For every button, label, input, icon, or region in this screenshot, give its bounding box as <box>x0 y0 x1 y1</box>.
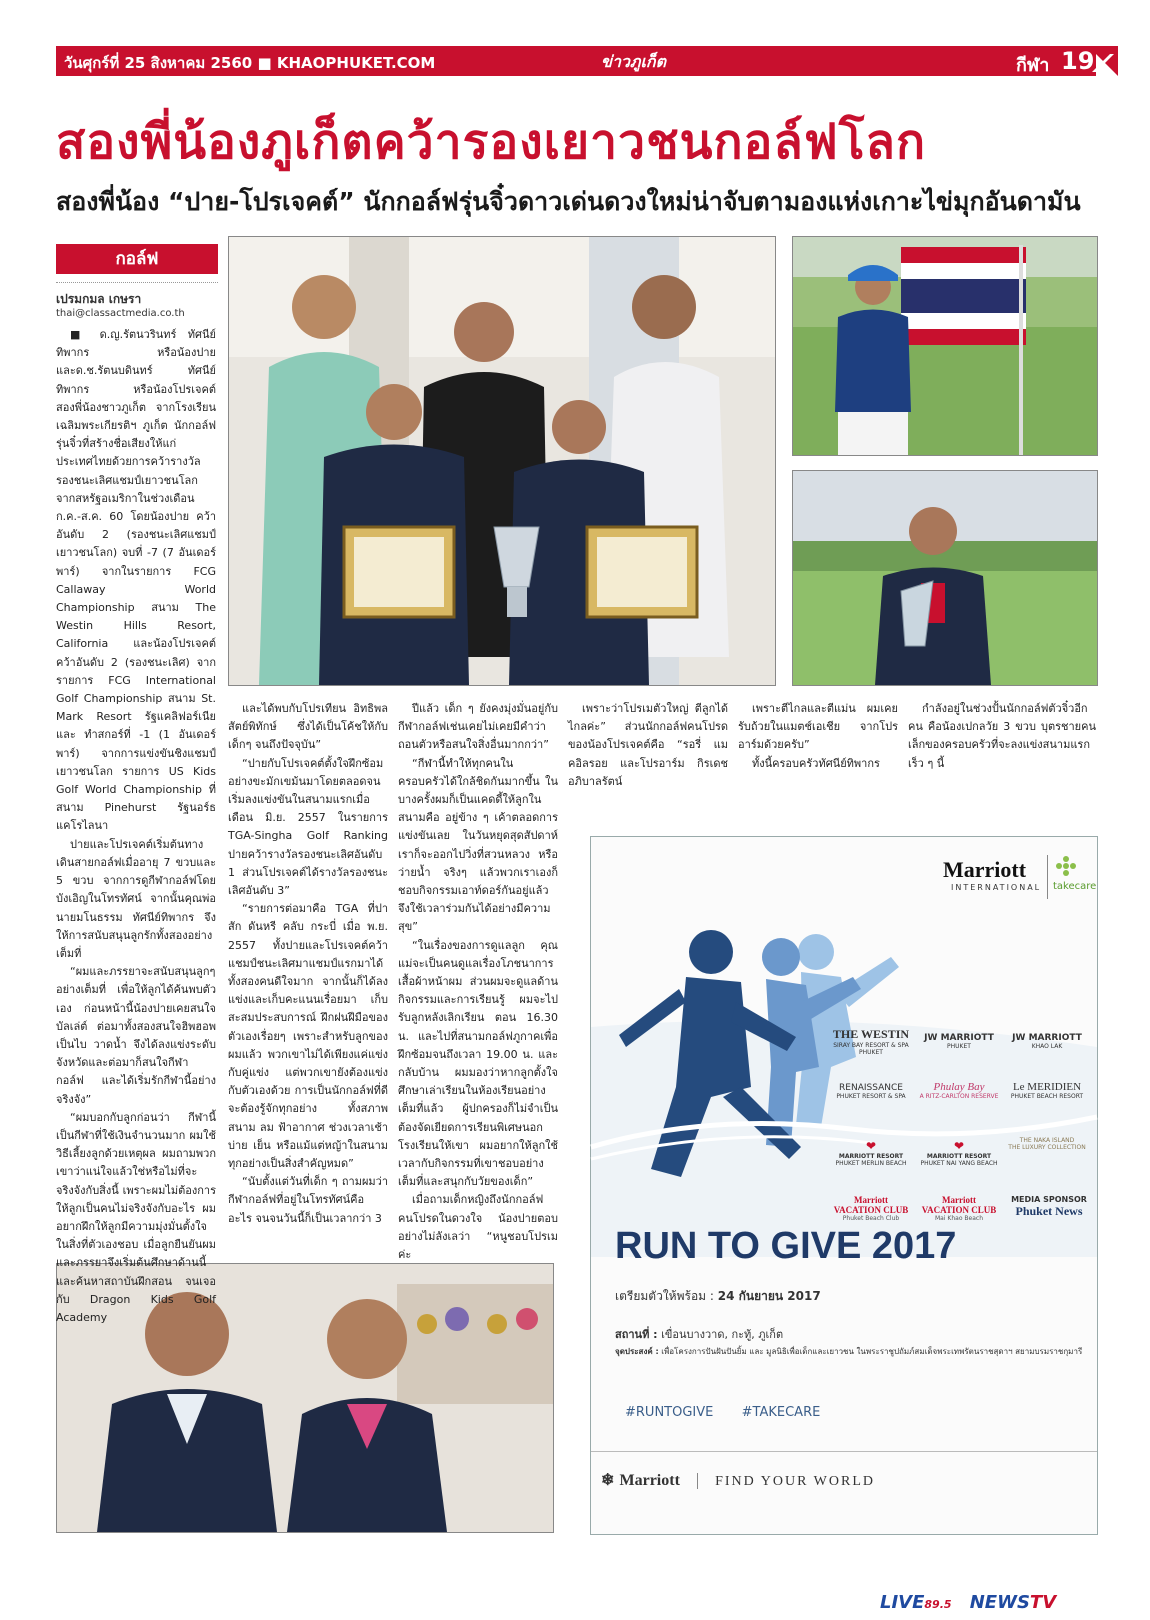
hotel-logo: Le MERIDIEN PHUKET BEACH RESORT <box>1010 1081 1084 1100</box>
news-tv-logo: NEWSTV <box>969 1592 1057 1613</box>
girl-trophy-photo <box>792 470 1098 686</box>
article-column-1 <box>56 326 216 1324</box>
article-column-2 <box>228 700 388 1251</box>
media-sponsor: MEDIA SPONSOR Phuket News <box>1011 1195 1087 1218</box>
hashtag[interactable]: #RUNTOGIVE <box>625 1405 714 1420</box>
paragraph: กำลังอยู่ในช่วงปั้นนักกอล์ฟตัวจิ๋วอีกคน คือน้องเปกลวัย 3 ขวบ บุตรชายคนเล็กของครอบครัวที่จะลงแข่งสนามแรกเร็ว ๆ นี้ <box>908 702 1096 770</box>
marriott-swirl-icon: ❄ <box>601 1472 615 1489</box>
hotel-logo: THE WESTIN SIRAY BAY RESORT & SPA PHUKET <box>832 1027 910 1056</box>
takecare-logo: takecare <box>1053 881 1097 892</box>
marriott-logo: Marriott <box>943 857 1027 882</box>
hotel-logo: THE NAKA ISLAND THE LUXURY COLLECTION <box>1008 1137 1086 1151</box>
paragraph: “นับตั้งแต่วันที่เด็ก ๆ ถามผมว่ากีฬากอล์ฟที่อยู่ในโทรทัศน์คืออะไร จนจนวันนี้ก็เป็นเวลากว่า 3 <box>228 1175 388 1225</box>
paragraph: “กีฬานี้ทำให้ทุกคนในครอบครัวได้ใกล้ชิดกันมากขึ้น ในบางครั้งผมก็เป็นแคดดี้ให้ลูกในสนามคือ อยู่ข้าง ๆ เค้าตลอดการแข่งขันเลย ในวันหยุดสุดสัปดาห์เราก็จะออกไปวิ่งที่สวนหลวง หรือว่ายน้ำ จริงๆ แล้วพวกเราเองก็ชอบกิจกรรมเอาท์ดอร์กันอยู่แล้ว จึงใช้เวลาร่วมกันได้อย่างมีความสุข” <box>398 756 558 934</box>
live-radio-logo: LIVE89.5 <box>880 1592 952 1613</box>
paragraph: “รายการต่อมาคือ TGA ที่ปาสัก ดันหรี คลับ กระบี่ เมื่อ พ.ย. 2557 ทั้งปายและโปรเจคต์คว้าแชมป์ชนะเลิศมาแชมป์แรกมาได้ทั้งสองคนดีใจมาก จากนั้นก็ได้ลงแข่งและเก็บคะแนนเรื่อยมา เก็บสะสมประสบการณ์ ฝึกฝนฝีมือของตัวเองเรื่อยๆ เพราะสำหรับลูกของผมแล้ว พวกเขาไม่ได้เพียงแค่แข่งกับคู่แข่ง แต่พวกเขายังต้องแข่งกับตัวเองด้วย การเป็นนักกอล์ฟที่ดีจะต้องรู้จักทุกอย่าง ทั้งสภาพสนาม ลม ฟ้าอากาศ ช่วงเวลาเช้า บ่าย เย็น หรือแม้แต่หญ้าในสนาม ทุกอย่างเป็นสิ่งสำคัญหมด” <box>228 902 388 1171</box>
paragraph: เมื่อถามเด็กหญิงถึงนักกอล์ฟคนโปรดในดวงใจ น้องปายตอบอย่างไม่ลังเลว่า “หนูชอบโปรเมค่ะ <box>398 1193 558 1262</box>
header-bar <box>56 46 1096 76</box>
event-date: เตรียมตัวให้พร้อม : 24 กันยายน 2017 <box>615 1289 821 1303</box>
paragraph: “ปายกับโปรเจคต์ตั้งใจฝึกซ้อมอย่างขะมักเขม้นมาโดยตลอดจนเริ่มลงแข่งขันในสนามแรกเมื่อเดือน มิ.ย. 2557 ในรายการ TGA-Singha Golf Ranking ปายคว้ารางวัลรองชนะเลิศอันดับ 1 ส่วนโปรเจคต์ได้รางวัลรองชนะเลิศอันดับ 3” <box>228 756 388 898</box>
hashtags <box>625 1405 820 1420</box>
ad-title: RUN TO GIVE 2017 <box>615 1225 957 1267</box>
site-name[interactable]: KHAOPHUKET.COM <box>276 54 436 72</box>
paragraph: เพราะว่าโปรเมตัวใหญ่ ตีลูกได้ไกลค่ะ” ส่วนนักกอล์ฟคนโปรดของน้องโปรเจคต์คือ “รอรี่ แมคอิลรอย และโปรอาร์ม กิรเดช อภิบาลรัตน์ <box>568 702 728 788</box>
takecare-flower-icon <box>1051 855 1081 877</box>
event-venue: สถานที่ : เขื่อนบางวาด, กะทู้, ภูเก็ต <box>615 1328 784 1341</box>
section-name: กีฬา <box>1016 55 1050 76</box>
paragraph: และได้พบกับโปรเทียน อิทธิพล สัตย์พิทักษ์ ซึ่งได้เป็นโค้ชให้กับเด็กๆ จนถึงปัจจุบัน” <box>228 702 388 752</box>
divider <box>56 282 218 283</box>
marriott-sub: INTERNATIONAL <box>951 883 1042 892</box>
issue-date: วันศุกร์ที่ 25 สิงหาคม 2560 ■ KHAOPHUKET.COM <box>64 54 436 72</box>
footer-logos <box>880 1592 1120 1616</box>
author-name: เปรมกมล เกษรา <box>56 292 142 306</box>
hashtag[interactable]: #TAKECARE <box>741 1405 821 1420</box>
subheadline: สองพี่น้อง “ปาย-โปรเจคต์” นักกอล์ฟรุ่นจิ๋วดาวเด่นดวงใหม่น่าจับตามองแห่งเกาะไข่มุกอันดามัน <box>56 187 1081 216</box>
article-column-5 <box>738 700 898 818</box>
paragraph: ทั้งนี้ครอบครัวทัศนีย์ทิพากร <box>752 756 880 770</box>
hotel-logo: Marriott VACATION CLUB Phuket Beach Club <box>833 1195 909 1222</box>
paragraph: ■ ด.ญ.รัตนวรินทร์ ทัศนีย์ทิพากร หรือน้องปาย และด.ช.รัตนบดินทร์ ทัศนีย์ทิพากร หรือน้องโปรเจคต์ สองพี่น้องชาวภูเก็ต จากโรงเรียนเฉลิมพระเกียรติฯ ภูเก็ต นักกอล์ฟรุ่นจิ๋วที่สร้างชื่อเสียงให้แก่ประเทศไทยด้วยการคว้ารางวัลรองชนะเลิศแชมป์เยาวชนโลกจากสหรัฐอเมริกาในช่วงเดือน ก.ค.-ส.ค. 60 โดยน้องปาย คว้าอันดับ 2 (รองชนะเลิศแชมป์เยาวชนโลก) จบที่ -7 (7 อันเดอร์พาร์) จากในรายการ FCG Callaway World Championship สนาม The Westin Hills Resort, California และน้องโปรเจคต์ คว้าอันดับ 2 (รองชนะเลิศ) จากรายการ FCG International Golf Championship สนาม St. Mark Resort รัฐแคลิฟอร์เนีย และ ทำสกอร์ที่ -1 (1 อันเดอร์พาร์) จากการแข่งขันชิงแชมป์เยาวชนโลก รายการ US Kids Golf World Championship ที่สนาม Pinehurst รัฐนอร์ธ แคโรไลนา <box>56 328 216 833</box>
article-column-6 <box>908 700 1096 818</box>
event-purpose: จุดประสงค์ : เพื่อโครงการปันฝันปันยิ้ม และ มูลนิธิเพื่อเด็กและเยาวชน ในพระราชูปถัมภ์สมเด็จพระเทพรัตนราชสุดาฯ สยามบรมราชกุมารี <box>615 1347 1083 1356</box>
boy-flag-photo <box>792 236 1098 456</box>
paragraph: เพราะตีไกลและตีแม่น ผมเคยรับถ้วยในแมตช์เอเชีย จากโปรอาร์มด้วยครับ” <box>738 702 898 752</box>
hotel-logo: RENAISSANCE PHUKET RESORT & SPA <box>836 1083 906 1100</box>
ad-footer: ❄ Marriott FIND YOUR WORLD <box>601 1472 875 1489</box>
hotel-logo: Marriott VACATION CLUB Mai Khao Beach <box>921 1195 997 1222</box>
page-number: 19 <box>1061 47 1095 75</box>
newspaper-logo: ข่าวภูเก็ต <box>601 52 666 71</box>
paragraph: ปีแล้ว เด็ก ๆ ยังคงมุ่งมั่นอยู่กับกีฬากอล์ฟเช่นเคยไม่เคยมีคำว่าถอนตัวหรือสนใจสิ่งอื่นมากกว่า” <box>398 702 558 752</box>
article-column-4 <box>568 700 728 818</box>
category-tag: กอล์ฟ <box>56 244 218 274</box>
hotel-logo: Phulay Bay A RITZ-CARLTON RESERVE <box>919 1081 999 1100</box>
author-email[interactable]: thai@classactmedia.co.th <box>56 308 185 319</box>
headline: สองพี่น้องภูเก็ตคว้ารองเยาวชนกอล์ฟโลก <box>56 114 926 170</box>
paragraph: “ผมบอกกับลูกก่อนว่า กีฬานี้เป็นกีฬาที่ใช้เงินจำนวนมาก ผมใช้วิธีเลี้ยงลูกด้วยเหตุผล ผมถามพวกเขาว่าแน่ใจแล้วใช่หรือไม่ที่จะจริงจังกับสิ่งนี้ เพราะผมไม่ต้องการให้ลูกเป็นคนไม่จริงจังกับอะไร ผมอยากฝึกให้ลูกมีความมุ่งมั่นตั้งใจในสิ่งที่ตัวเองชอบ เมื่อลูกยืนยันผมและภรรยาจึงเริ่มต้นศึกษาด้านนี้ และค้นหาสถาบันฝึกสอน จนเจอกับ Dragon Kids Golf Academy <box>56 1110 216 1324</box>
hotel-logo: ❤ MARRIOTT RESORT PHUKET MERLIN BEACH <box>835 1139 907 1167</box>
family-photo <box>228 236 776 686</box>
hotel-logo: ❤ MARRIOTT RESORT PHUKET NAI YANG BEACH <box>920 1139 998 1167</box>
divider <box>591 1451 1097 1452</box>
hotel-logo: JW MARRIOTT PHUKET <box>924 1033 994 1050</box>
paragraph: ปายและโปรเจคต์เริ่มต้นทางเดินสายกอล์ฟเมื่ออายุ 7 ขวบและ 5 ขวบ จากการดูกีฬากอล์ฟโดยบังเอิญในโทรทัศน์ จากนั้นคุณพ่อ นายมโนธรรม ทัศนีย์ทิพากร จึงให้การสนับสนุนลูกรักทั้งสองอย่างเต็มที่ <box>56 837 216 960</box>
corner-flag-icon <box>1088 46 1118 76</box>
article-column-3 <box>398 700 558 1262</box>
paragraph: “ผมและภรรยาจะสนับสนุนลูกๆอย่างเต็มที่ เพื่อให้ลูกได้ค้นพบตัวเอง ก่อนหน้านี้น้องปายเคยสนใจบัลเล่ต์ ต่อมาทั้งสองสนใจฮิพฮอพ เป็นไบ วาดน้ำ จึงได้ลงแข่งระดับจังหวัดและต่อมาก็สนใจกีฬากอล์ฟ และได้เริ่มรักกีฬานี้อย่างจริงจัง” <box>56 965 216 1106</box>
run-to-give-advertisement[interactable] <box>590 836 1098 1535</box>
hotel-logo: JW MARRIOTT KHAO LAK <box>1012 1033 1082 1050</box>
paragraph: “ในเรื่องของการดูแลลูก คุณแม่จะเป็นคนดูแลเรื่องโภชนาการ เสื้อผ้าหน้าผม ส่วนผมจะดูแลด้านกิจกรรมและการเรียนรู้ ผมจะไปรับลูกหลังเลิกเรียน ตอน 16.30 น. และไปที่สนามกอล์ฟภูกาคเพื่อฝึกซ้อมจนถึงเวลา 19.00 น. และกลับบ้าน ผมมองว่าหากลูกตั้งใจศึกษาเล่าเรียนในห้องเรียนอย่างเต็มที่แล้ว ผู้ปกครองก็ไม่จำเป็นต้องจัดเยียดการเรียนพิเศษนอกโรงเรียนให้เขา ผมอยากให้ลูกใช้เวลากับกิจกรรมที่เขาชอบอย่างเต็มที่และสนุกกับวัยของเด็ก” <box>398 938 558 1189</box>
divider <box>1047 855 1048 899</box>
